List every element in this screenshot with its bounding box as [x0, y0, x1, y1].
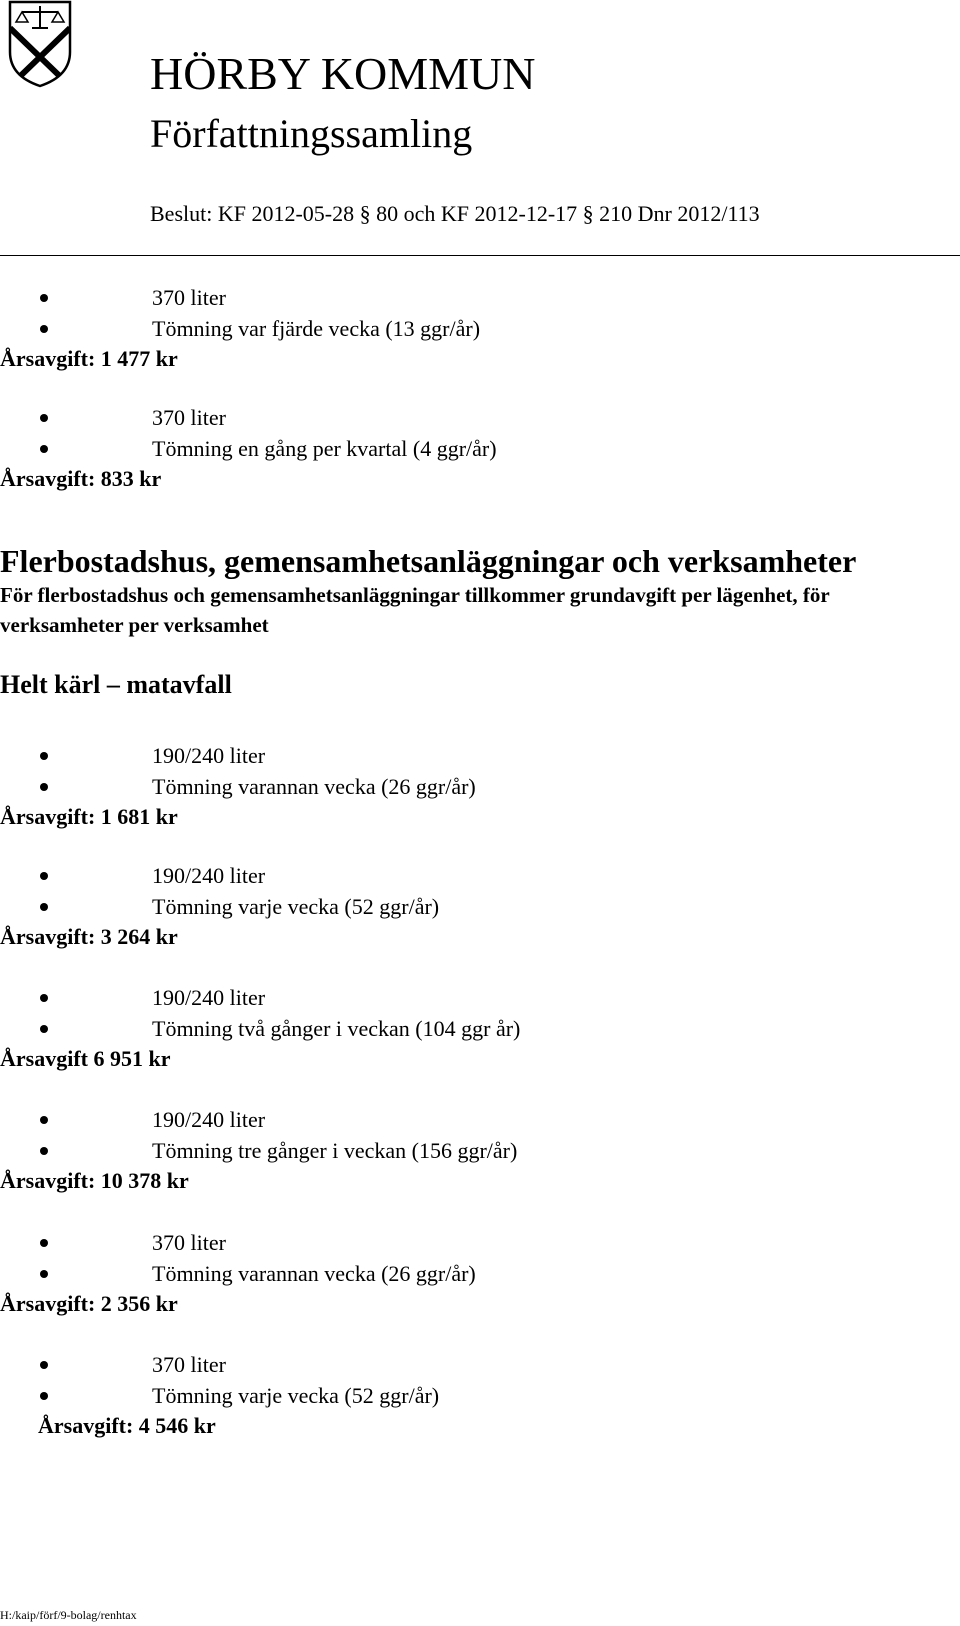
bullet-icon — [40, 1147, 48, 1155]
collection-title: Författningssamling — [150, 111, 473, 156]
bullet-icon — [40, 1239, 48, 1247]
bullet-icon — [40, 994, 48, 1002]
annual-fee: Årsavgift: 1 681 kr — [0, 804, 178, 829]
list-item-text: Tömning två gånger i veckan (104 ggr år) — [152, 1016, 521, 1041]
annual-fee: Årsavgift: 1 477 kr — [0, 346, 178, 371]
list-item-text: 190/240 liter — [152, 1107, 266, 1132]
annual-fee: Årsavgift: 2 356 kr — [0, 1291, 178, 1316]
list-item-text: Tömning tre gånger i veckan (156 ggr/år) — [152, 1138, 518, 1163]
section-intro: För flerbostadshus och gemensamhetsanläggningar tillkommer grundavgift per lägenhet, för verksamheter per verksamhet — [0, 583, 830, 637]
list-item-text: 370 liter — [152, 285, 226, 310]
sub-heading: Helt kärl – matavfall — [0, 670, 232, 699]
annual-fee: Årsavgift: 3 264 kr — [0, 924, 178, 949]
municipality-name: HÖRBY KOMMUN — [150, 48, 536, 99]
annual-fee: Årsavgift 6 951 kr — [0, 1046, 171, 1071]
header-divider — [0, 255, 960, 256]
list-item-text: Tömning varje vecka (52 ggr/år) — [152, 1383, 440, 1408]
bullet-icon — [40, 294, 48, 302]
bullet-icon — [40, 1392, 48, 1400]
decision-reference: Beslut: KF 2012-05-28 § 80 och KF 2012-12-17 § 210 Dnr 2012/113 — [150, 201, 760, 226]
list-item-text: 370 liter — [152, 1352, 226, 1377]
list-item-text: 370 liter — [152, 1230, 226, 1255]
bullet-icon — [40, 445, 48, 453]
municipal-coat-of-arms-icon — [8, 0, 72, 88]
list-item-text: Tömning varannan vecka (26 ggr/år) — [152, 1261, 476, 1286]
bullet-icon — [40, 1361, 48, 1369]
bullet-icon — [40, 903, 48, 911]
bullet-icon — [40, 783, 48, 791]
list-item-text: Tömning varannan vecka (26 ggr/år) — [152, 774, 476, 799]
annual-fee: Årsavgift: 833 kr — [0, 466, 162, 491]
file-path-footer: H:/kaip/förf/9-bolag/renhtax — [0, 1608, 137, 1622]
bullet-icon — [40, 1270, 48, 1278]
annual-fee: Årsavgift: 4 546 kr — [38, 1413, 216, 1438]
list-item-text: Tömning varje vecka (52 ggr/år) — [152, 894, 440, 919]
bullet-icon — [40, 325, 48, 333]
list-item-text: Tömning var fjärde vecka (13 ggr/år) — [152, 316, 481, 341]
list-item-text: 190/240 liter — [152, 743, 266, 768]
bullet-icon — [40, 1116, 48, 1124]
bullet-icon — [40, 752, 48, 760]
bullet-icon — [40, 414, 48, 422]
list-item-text: 190/240 liter — [152, 985, 266, 1010]
bullet-icon — [40, 872, 48, 880]
section-heading: Flerbostadshus, gemensamhetsanläggningar och verksamheter — [0, 543, 857, 579]
list-item-text: 190/240 liter — [152, 863, 266, 888]
annual-fee: Årsavgift: 10 378 kr — [0, 1168, 189, 1193]
list-item-text: 370 liter — [152, 405, 226, 430]
list-item-text: Tömning en gång per kvartal (4 ggr/år) — [152, 436, 497, 461]
bullet-icon — [40, 1025, 48, 1033]
